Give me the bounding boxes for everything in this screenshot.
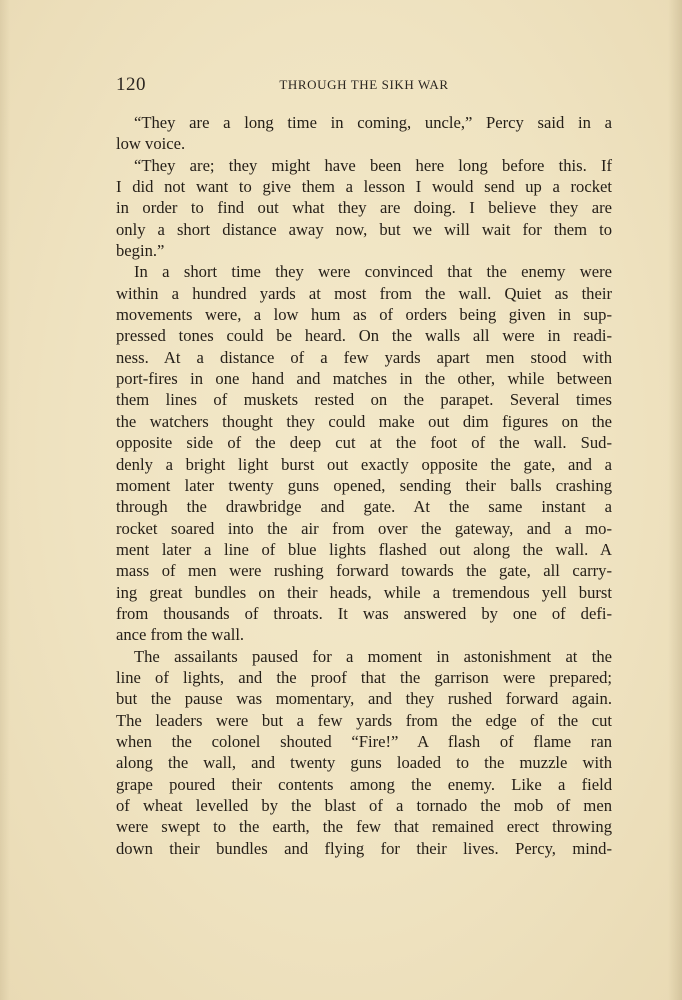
text-line: ance from the wall. [116, 625, 245, 645]
text-line: the watchers thought they could make out dim figures on the [116, 411, 612, 431]
text-line: The assailants paused for a moment in astonishment at the [134, 646, 612, 666]
text-line: The leaders were but a few yards from the edge of the cut [116, 710, 612, 730]
text-line: mass of men were rushing forward towards the gate, all carry- [116, 561, 612, 581]
text-line: along the wall, and twenty guns loaded to the muzzle with [116, 753, 612, 773]
text-line: begin.” [116, 241, 165, 261]
text-line: line of lights, and the proof that the garrison were prepared; [116, 667, 612, 687]
text-line: movements were, a low hum as of orders being given in sup- [116, 305, 612, 325]
text-line: but the pause was momentary, and they rushed forward again. [116, 689, 612, 709]
text-line: “They are a long time in coming, uncle,” Percy said in a [134, 113, 612, 132]
text-line: I did not want to give them a lesson I would send up a rocket [116, 177, 612, 197]
text-line: pressed tones could be heard. On the walls all were in readi- [116, 326, 612, 346]
text-line: them lines of muskets rested on the parapet. Several times [116, 390, 612, 410]
text-line: ness. At a distance of a few yards apart men stood with [116, 347, 612, 367]
text-line: down their bundles and flying for their lives. Percy, mind- [116, 838, 612, 858]
text-line: when the colonel shouted “Fire!” A flash of flame ran [116, 731, 612, 751]
page-header [116, 74, 612, 98]
text-line: ment later a line of blue lights flashed out along the wall. A [116, 539, 612, 559]
running-title: THROUGH THE SIKH WAR [279, 77, 449, 92]
text-line: grape poured their contents among the enemy. Like a field [116, 774, 612, 794]
page-number: 120 [116, 74, 146, 95]
text-line: moment later twenty guns opened, sending their balls crashing [116, 475, 612, 495]
text-line: from thousands of throats. It was answered by one of defi- [116, 603, 612, 623]
body-text [116, 112, 612, 859]
text-line: in order to find out what they are doing. I believe they are [116, 198, 612, 218]
text-line: rocket soared into the air from over the gateway, and a mo- [116, 518, 612, 538]
text-line: In a short time they were convinced that the enemy were [134, 262, 612, 282]
text-line: were swept to the earth, the few that remained erect throwing [116, 817, 612, 837]
text-line: opposite side of the deep cut at the foot of the wall. Sud- [116, 433, 612, 453]
text-line: within a hundred yards at most from the wall. Quiet as their [116, 283, 612, 303]
text-line: denly a bright light burst out exactly opposite the gate, and a [116, 454, 612, 474]
text-line: only a short distance away now, but we will wait for them to [116, 219, 612, 239]
text-line: port-fires in one hand and matches in the other, while between [116, 369, 612, 389]
text-line: through the drawbridge and gate. At the same instant a [116, 497, 612, 517]
text-line: low voice. [116, 134, 186, 154]
text-line: of wheat levelled by the blast of a tornado the mob of men [116, 796, 612, 815]
text-line: ing great bundles on their heads, while a tremendous yell burst [116, 582, 612, 602]
text-line: “They are; they might have been here long before this. If [134, 155, 612, 175]
